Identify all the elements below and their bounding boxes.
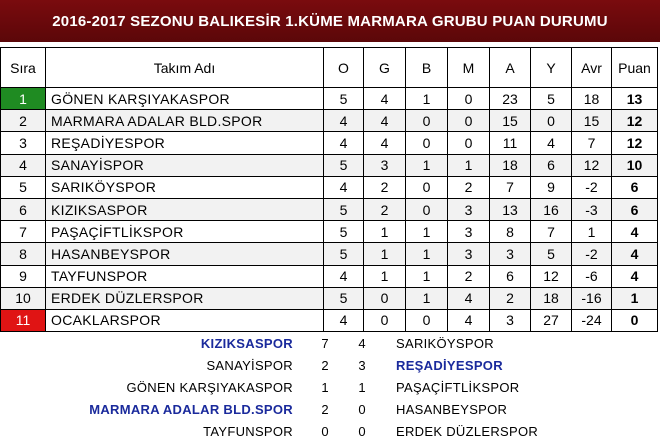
points-cell: 13 xyxy=(612,88,658,110)
points-cell: 1 xyxy=(612,287,658,309)
goals-for-cell: 11 xyxy=(490,132,531,154)
won-cell: 4 xyxy=(364,88,406,110)
played-cell: 5 xyxy=(324,287,364,309)
points-cell: 12 xyxy=(612,110,658,132)
team-name: GÖNEN KARŞIYAKASPOR xyxy=(46,88,324,110)
team-name: ERDEK DÜZLERSPOR xyxy=(46,287,324,309)
goals-for-cell: 23 xyxy=(490,88,531,110)
played-cell: 4 xyxy=(324,176,364,198)
won-cell: 2 xyxy=(364,176,406,198)
drawn-cell: 1 xyxy=(406,243,448,265)
won-cell: 4 xyxy=(364,132,406,154)
table-row xyxy=(1,176,658,198)
match-row xyxy=(0,421,660,443)
match-row xyxy=(0,377,660,399)
away-score: 4 xyxy=(358,336,366,351)
lost-cell: 2 xyxy=(448,176,490,198)
drawn-cell: 1 xyxy=(406,265,448,287)
table-row xyxy=(1,309,658,331)
lost-cell: 3 xyxy=(448,198,490,220)
home-score: 2 xyxy=(321,402,329,417)
table-row xyxy=(1,243,658,265)
played-cell: 4 xyxy=(324,132,364,154)
played-cell: 4 xyxy=(324,309,364,331)
goals-against-cell: 9 xyxy=(531,176,572,198)
rank-cell: 10 xyxy=(1,287,46,309)
points-cell: 0 xyxy=(612,309,658,331)
goal-diff-cell: -2 xyxy=(572,176,612,198)
lost-cell: 0 xyxy=(448,110,490,132)
home-score: 2 xyxy=(321,358,329,373)
points-cell: 10 xyxy=(612,154,658,176)
header-takim-adi: Takım Adı xyxy=(46,48,324,88)
header-o: O xyxy=(324,48,364,88)
points-cell: 12 xyxy=(612,132,658,154)
team-name: HASANBEYSPOR xyxy=(46,243,324,265)
away-score: 1 xyxy=(358,380,366,395)
table-row xyxy=(1,198,658,220)
header-b: B xyxy=(406,48,448,88)
drawn-cell: 0 xyxy=(406,132,448,154)
lost-cell: 0 xyxy=(448,88,490,110)
table-row xyxy=(1,88,658,110)
table-row xyxy=(1,154,658,176)
lost-cell: 4 xyxy=(448,287,490,309)
goals-against-cell: 6 xyxy=(531,154,572,176)
goals-against-cell: 18 xyxy=(531,287,572,309)
match-row xyxy=(0,333,660,355)
played-cell: 5 xyxy=(324,198,364,220)
goals-for-cell: 7 xyxy=(490,176,531,198)
points-cell: 4 xyxy=(612,243,658,265)
goals-for-cell: 15 xyxy=(490,110,531,132)
home-team: SANAYİSPOR xyxy=(206,358,293,373)
table-row xyxy=(1,221,658,243)
goals-against-cell: 12 xyxy=(531,265,572,287)
goal-diff-cell: 7 xyxy=(572,132,612,154)
goals-against-cell: 4 xyxy=(531,132,572,154)
table-row xyxy=(1,265,658,287)
table-row xyxy=(1,132,658,154)
lost-cell: 0 xyxy=(448,132,490,154)
played-cell: 5 xyxy=(324,243,364,265)
goals-for-cell: 2 xyxy=(490,287,531,309)
header-y: Y xyxy=(531,48,572,88)
goals-against-cell: 0 xyxy=(531,110,572,132)
lost-cell: 3 xyxy=(448,243,490,265)
won-cell: 1 xyxy=(364,221,406,243)
rank-cell: 11 xyxy=(1,309,46,331)
home-score: 7 xyxy=(321,336,329,351)
goals-against-cell: 27 xyxy=(531,309,572,331)
goal-diff-cell: -24 xyxy=(572,309,612,331)
goals-against-cell: 16 xyxy=(531,198,572,220)
header-sira: Sıra xyxy=(1,48,46,88)
rank-cell: 8 xyxy=(1,243,46,265)
goal-diff-cell: -2 xyxy=(572,243,612,265)
lost-cell: 1 xyxy=(448,154,490,176)
team-name: SARIKÖYSPOR xyxy=(46,176,324,198)
away-team: PAŞAÇİFTLİKSPOR xyxy=(396,380,520,395)
home-team: KIZIKSASPOR xyxy=(200,336,293,351)
home-team: MARMARA ADALAR BLD.SPOR xyxy=(89,402,293,417)
home-score: 0 xyxy=(321,424,329,439)
match-row xyxy=(0,399,660,421)
away-team: REŞADİYESPOR xyxy=(396,358,503,373)
away-team: SARIKÖYSPOR xyxy=(396,336,494,351)
team-name: OCAKLARSPOR xyxy=(46,309,324,331)
won-cell: 3 xyxy=(364,154,406,176)
goals-against-cell: 5 xyxy=(531,243,572,265)
played-cell: 5 xyxy=(324,88,364,110)
team-name: TAYFUNSPOR xyxy=(46,265,324,287)
rank-cell: 2 xyxy=(1,110,46,132)
away-score: 3 xyxy=(358,358,366,373)
goal-diff-cell: -6 xyxy=(572,265,612,287)
away-score: 0 xyxy=(358,402,366,417)
match-results xyxy=(0,333,660,443)
rank-cell: 9 xyxy=(1,265,46,287)
header-a: A xyxy=(490,48,531,88)
drawn-cell: 1 xyxy=(406,221,448,243)
goal-diff-cell: 15 xyxy=(572,110,612,132)
points-cell: 6 xyxy=(612,176,658,198)
drawn-cell: 0 xyxy=(406,198,448,220)
won-cell: 4 xyxy=(364,110,406,132)
drawn-cell: 1 xyxy=(406,287,448,309)
away-team: HASANBEYSPOR xyxy=(396,402,508,417)
won-cell: 2 xyxy=(364,198,406,220)
away-score: 0 xyxy=(358,424,366,439)
goal-diff-cell: -16 xyxy=(572,287,612,309)
goals-for-cell: 3 xyxy=(490,309,531,331)
table-row xyxy=(1,110,658,132)
table-header-row xyxy=(1,48,658,88)
home-team: TAYFUNSPOR xyxy=(203,424,293,439)
rank-cell: 5 xyxy=(1,176,46,198)
header-puan: Puan xyxy=(612,48,658,88)
goal-diff-cell: 18 xyxy=(572,88,612,110)
goals-for-cell: 3 xyxy=(490,243,531,265)
home-score: 1 xyxy=(321,380,329,395)
goals-against-cell: 7 xyxy=(531,221,572,243)
won-cell: 1 xyxy=(364,265,406,287)
team-name: MARMARA ADALAR BLD.SPOR xyxy=(46,110,324,132)
home-team: GÖNEN KARŞIYAKASPOR xyxy=(126,380,293,395)
drawn-cell: 1 xyxy=(406,154,448,176)
team-name: SANAYİSPOR xyxy=(46,154,324,176)
team-name: REŞADİYESPOR xyxy=(46,132,324,154)
drawn-cell: 0 xyxy=(406,309,448,331)
rank-cell: 6 xyxy=(1,198,46,220)
played-cell: 4 xyxy=(324,110,364,132)
drawn-cell: 1 xyxy=(406,88,448,110)
points-cell: 4 xyxy=(612,265,658,287)
played-cell: 4 xyxy=(324,265,364,287)
goals-for-cell: 8 xyxy=(490,221,531,243)
header-g: G xyxy=(364,48,406,88)
drawn-cell: 0 xyxy=(406,110,448,132)
page-title: 2016-2017 SEZONU BALIKESİR 1.KÜME MARMARA GRUBU PUAN DURUMU xyxy=(0,0,660,42)
played-cell: 5 xyxy=(324,221,364,243)
goals-for-cell: 13 xyxy=(490,198,531,220)
header-m: M xyxy=(448,48,490,88)
match-row xyxy=(0,355,660,377)
won-cell: 0 xyxy=(364,309,406,331)
won-cell: 0 xyxy=(364,287,406,309)
rank-cell: 1 xyxy=(1,88,46,110)
played-cell: 5 xyxy=(324,154,364,176)
rank-cell: 4 xyxy=(1,154,46,176)
rank-cell: 3 xyxy=(1,132,46,154)
away-team: ERDEK DÜZLERSPOR xyxy=(396,424,539,439)
won-cell: 1 xyxy=(364,243,406,265)
goal-diff-cell: 1 xyxy=(572,221,612,243)
points-cell: 6 xyxy=(612,198,658,220)
goals-against-cell: 5 xyxy=(531,88,572,110)
rank-cell: 7 xyxy=(1,221,46,243)
team-name: KIZIKSASPOR xyxy=(46,198,324,220)
lost-cell: 4 xyxy=(448,309,490,331)
goal-diff-cell: -3 xyxy=(572,198,612,220)
table-row xyxy=(1,287,658,309)
lost-cell: 3 xyxy=(448,221,490,243)
drawn-cell: 0 xyxy=(406,176,448,198)
standings-table xyxy=(0,47,658,332)
goals-for-cell: 18 xyxy=(490,154,531,176)
goals-for-cell: 6 xyxy=(490,265,531,287)
lost-cell: 2 xyxy=(448,265,490,287)
team-name: PAŞAÇİFTLİKSPOR xyxy=(46,221,324,243)
header-avr: Avr xyxy=(572,48,612,88)
points-cell: 4 xyxy=(612,221,658,243)
goal-diff-cell: 12 xyxy=(572,154,612,176)
